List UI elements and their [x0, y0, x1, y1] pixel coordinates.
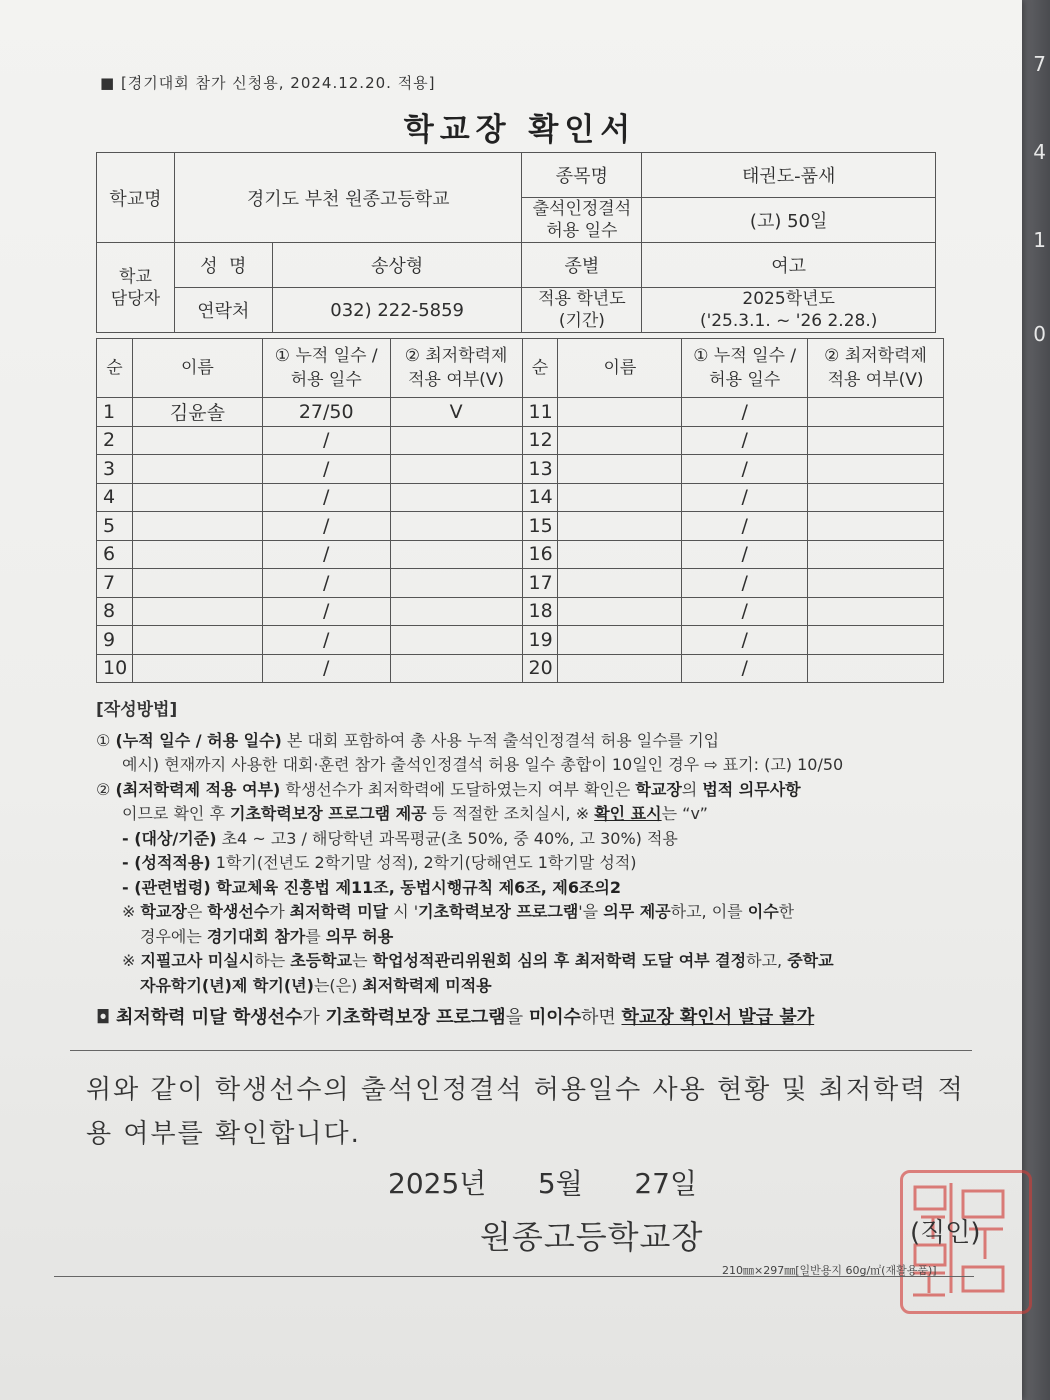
instruction-2-line2-a: 이므로 확인 후: [122, 804, 230, 823]
min-standard-cell: [808, 483, 944, 512]
row-number: 1: [97, 398, 133, 427]
student-name-cell: [132, 483, 262, 512]
min-standard-cell: [808, 540, 944, 569]
days-cell: /: [262, 455, 390, 484]
instruction-2-line2-b: 등 적절한 조치실시, ※: [426, 804, 595, 823]
student-name-cell: [558, 512, 682, 541]
contact-label: 연락처: [174, 288, 272, 333]
days-cell: /: [682, 597, 808, 626]
instruction-1-example: 예시) 현재까지 사용한 대회·훈련 참가 출석인정결석 허용 일수 총합이 10일인 경우 ⇨ 표기: (고) 10/50: [122, 755, 844, 774]
note-2-b2: 초등학교: [290, 951, 353, 970]
event-value: 태권도-품새: [642, 153, 936, 198]
school-value: 경기도 부천 원종고등학교: [174, 153, 522, 243]
header-no: 순: [97, 339, 133, 398]
note-1-line2-c: 를: [305, 926, 326, 946]
days-cell: /: [262, 626, 390, 655]
divider-top: [70, 1050, 972, 1051]
note-2-d: 는: [352, 951, 373, 970]
note-2-b3: 학업성적관리위원회 심의 후 최저학력 도달 여부 결정: [372, 951, 747, 970]
days-cell: /: [262, 569, 390, 598]
row-number: 10: [97, 654, 133, 683]
instruction-2-bold3: 법적 의무사항: [702, 779, 801, 799]
instruction-2-text2: 의: [681, 779, 703, 799]
warning-b2: 기초학력보장 프로그램: [325, 1007, 506, 1028]
min-standard-cell: [808, 398, 944, 427]
row-number: 4: [97, 483, 133, 512]
row-number: 19: [522, 626, 558, 655]
days-cell: /: [262, 512, 390, 541]
instruction-2-line2-underline: 확인 표시: [594, 804, 662, 823]
seal-label: (직인): [910, 1218, 981, 1248]
staff-label-line1: 학교: [119, 266, 152, 287]
bullet-grades: [96, 851, 966, 876]
table-row: [97, 626, 944, 655]
student-name-cell: [558, 597, 682, 626]
gender-label: 종별: [522, 243, 642, 288]
header-days: [682, 339, 808, 398]
student-name-cell: [558, 455, 682, 484]
note-2-line2-c: 는(은): [313, 975, 363, 995]
instruction-2-line2: [96, 802, 966, 827]
table-row: [97, 398, 944, 427]
bullet-target-text: 초4 ~ 고3 / 해당학년 과목평균(초 50%, 중 40%, 고 30%) 적용: [216, 828, 678, 848]
bullet-law-bold: - (관련법령) 학교체육 진흥법 제11조, 동법시행규칙 제6조, 제6조의2: [122, 877, 622, 897]
warning-c: 을: [505, 1007, 529, 1028]
days-cell: /: [682, 483, 808, 512]
student-name-cell: [558, 398, 682, 427]
warning-icon: ◘: [96, 1007, 111, 1028]
bullet-law: [96, 876, 966, 901]
note-2: [96, 949, 966, 974]
row-number: 15: [522, 512, 558, 541]
year-value-line2: ('25.3.1. ~ '26 2.28.): [699, 311, 878, 331]
note-1-line2: [96, 925, 966, 950]
staff-label-line2: 담당자: [110, 288, 161, 309]
row-number: 9: [97, 626, 133, 655]
name-value: 송상형: [272, 243, 522, 288]
row-number: 18: [522, 597, 558, 626]
student-name-cell: [558, 626, 682, 655]
header-name: 이름: [132, 339, 262, 398]
instruction-1-num: ①: [96, 730, 111, 750]
min-standard-cell: [390, 654, 522, 683]
note-1-b1: 학교장: [140, 902, 187, 921]
days-cell: /: [262, 483, 390, 512]
table-row: [97, 597, 944, 626]
note-1-line2-d: 의무 허용: [325, 926, 394, 946]
min-standard-cell: [808, 597, 944, 626]
year-label: [522, 288, 642, 333]
student-name-cell: [558, 540, 682, 569]
warning-d: 하면: [580, 1007, 622, 1028]
student-name-cell: [132, 426, 262, 455]
instruction-2: [96, 778, 966, 803]
note-1: [96, 900, 966, 925]
name-label: 성 명: [174, 243, 272, 288]
table-row: [97, 540, 944, 569]
instruction-2-line2-bold: 기초학력보장 프로그램 제공: [230, 804, 427, 823]
absence-label: [522, 198, 642, 243]
instruction-2-bold: (최저학력제 적용 여부): [115, 779, 281, 799]
bullet-target: [96, 827, 966, 852]
note-2-e: 하고,: [746, 951, 788, 970]
instruction-1: [96, 729, 966, 754]
note-1-d: 가: [269, 902, 290, 921]
days-cell: /: [682, 626, 808, 655]
row-number: 3: [97, 455, 133, 484]
absence-label-line2: 허용 일수: [546, 221, 618, 241]
keyboard-key: 4: [1033, 140, 1046, 164]
note-2-c: 하는: [254, 951, 291, 970]
days-cell: /: [682, 540, 808, 569]
note-1-c: 은: [186, 902, 208, 921]
bullet-target-bold: - (대상/기준): [122, 828, 217, 848]
header-min-line1: ② 최저학력제: [824, 346, 927, 366]
row-number: 8: [97, 597, 133, 626]
min-standard-cell: [808, 426, 944, 455]
keyboard-key: 1: [1033, 228, 1046, 252]
min-standard-cell: [808, 455, 944, 484]
student-name-cell: 김윤솔: [132, 398, 262, 427]
year-label-line1: 적용 학년도: [538, 289, 626, 309]
min-standard-cell: [808, 654, 944, 683]
instruction-1-bold: (누적 일수 / 허용 일수): [115, 730, 282, 750]
issue-date: 2025년 5월 27일: [388, 1167, 698, 1200]
gender-value: 여고: [642, 243, 936, 288]
note-2-line2-b: 자유학기(년)제 학기(년): [140, 975, 314, 995]
student-name-cell: [132, 455, 262, 484]
row-number: 14: [522, 483, 558, 512]
header-min: [808, 339, 944, 398]
year-label-line2: (기간): [558, 311, 605, 331]
header-name: 이름: [558, 339, 682, 398]
days-cell: /: [262, 654, 390, 683]
min-standard-cell: [808, 512, 944, 541]
document-title: 학교장 확인서: [403, 112, 637, 148]
days-cell: /: [682, 512, 808, 541]
header-min-line2: 적용 여부(V): [408, 370, 505, 390]
absence-value: (고) 50일: [642, 198, 936, 243]
min-standard-cell: [390, 483, 522, 512]
row-number: 16: [522, 540, 558, 569]
student-name-cell: [558, 569, 682, 598]
header-min: [390, 339, 522, 398]
absence-label-line1: 출석인정결석: [532, 199, 632, 219]
roster-body: [97, 398, 944, 683]
min-standard-cell: [390, 569, 522, 598]
row-number: 2: [97, 426, 133, 455]
student-name-cell: [558, 483, 682, 512]
instruction-2-num: ②: [96, 779, 111, 799]
table-row: [97, 426, 944, 455]
info-table: [96, 152, 936, 333]
bullet-grades-text: 1학기(전년도 2학기말 성적), 2학기(당해연도 1학기말 성적): [210, 853, 637, 872]
warning-line: [96, 1006, 966, 1031]
row-number: 5: [97, 512, 133, 541]
staff-label: [97, 243, 175, 333]
student-name-cell: [132, 569, 262, 598]
table-row: [97, 455, 944, 484]
paper-spec: 210㎜×297㎜[일반용지 60g/㎡(재활용품)]: [722, 1264, 937, 1277]
row-number: 6: [97, 540, 133, 569]
days-cell: /: [262, 597, 390, 626]
keyboard-key: 0: [1033, 322, 1046, 346]
note-1-b6: 이수: [747, 902, 779, 921]
note-1-b4: 기초학력보장 프로그램: [418, 902, 579, 921]
note-1-f: '을: [578, 902, 604, 921]
row-number: 13: [522, 455, 558, 484]
note-2-mark: ※: [122, 951, 141, 970]
keyboard-key: 7: [1033, 52, 1046, 76]
min-standard-cell: [390, 540, 522, 569]
days-cell: /: [682, 426, 808, 455]
days-cell: /: [682, 398, 808, 427]
row-number: 17: [522, 569, 558, 598]
warning-b1: 최저학력 미달 학생선수: [115, 1007, 303, 1028]
student-name-cell: [558, 654, 682, 683]
note-2-line2-d: 최저학력제 미적용: [362, 975, 492, 995]
header-min-line1: ② 최저학력제: [404, 346, 508, 366]
student-name-cell: [132, 597, 262, 626]
event-label: 종목명: [522, 153, 642, 198]
min-standard-cell: [390, 512, 522, 541]
header-days: [262, 339, 390, 398]
student-name-cell: [132, 626, 262, 655]
instruction-2-line2-c: 는 “v”: [661, 804, 708, 823]
header-days-line2: 허용 일수: [709, 370, 781, 390]
row-number: 12: [522, 426, 558, 455]
days-cell: 27/50: [262, 398, 390, 427]
days-cell: /: [262, 540, 390, 569]
contact-value: 032) 222-5859: [272, 288, 522, 333]
days-cell: /: [682, 569, 808, 598]
note-1-b5: 의무 제공: [603, 902, 671, 921]
statement-text: 위와 같이 학생선수의 출석인정결석 허용일수 사용 현황 및 최저학력 적용 여부를 확인합니다.: [86, 1075, 965, 1149]
student-name-cell: [132, 540, 262, 569]
note-1-b3: 최저학력 미달: [289, 902, 389, 921]
table-row: [97, 483, 944, 512]
min-standard-cell: [390, 426, 522, 455]
days-cell: /: [682, 654, 808, 683]
year-value-line1: 2025학년도: [742, 289, 835, 309]
student-name-cell: [132, 512, 262, 541]
instruction-2-text: 학생선수가 최저학력에 도달하였는지 여부 확인은: [280, 779, 636, 799]
min-standard-cell: [390, 626, 522, 655]
note-2-b4: 중학교: [787, 951, 834, 970]
row-number: 11: [522, 398, 558, 427]
row-number: 20: [522, 654, 558, 683]
instructions: [96, 698, 966, 1031]
school-label: 학교명: [97, 153, 175, 243]
note-2-b1: 지필고사 미실시: [140, 951, 255, 970]
table-row: [97, 512, 944, 541]
min-standard-cell: [808, 569, 944, 598]
year-value: [642, 288, 936, 333]
days-cell: /: [262, 426, 390, 455]
table-row: [97, 654, 944, 683]
bullet-grades-bold: - (성적적용): [122, 853, 211, 872]
warning-a: 가: [302, 1007, 326, 1028]
instructions-heading: [작성방법]: [96, 700, 178, 720]
instruction-2-bold2: 학교장: [635, 779, 682, 799]
min-standard-cell: [808, 626, 944, 655]
instruction-1-text: 본 대회 포함하여 총 사용 누적 출석인정결석 허용 일수를 기입: [281, 730, 720, 750]
warning-b4: 학교장 확인서 발급 불가: [621, 1007, 815, 1028]
student-name-cell: [132, 654, 262, 683]
note-1-g: 하고, 이를: [670, 902, 748, 921]
min-standard-cell: [390, 455, 522, 484]
min-standard-cell: [390, 597, 522, 626]
note-1-line2-a: 경우에는: [140, 926, 207, 946]
note-1-e: 시 ': [388, 902, 419, 921]
header-note: ■ [경기대회 참가 신청용, 2024.12.20. 적용]: [100, 74, 436, 92]
header-min-line2: 적용 여부(V): [827, 370, 924, 390]
note-1-b2: 학생선수: [207, 902, 270, 921]
roster-table: [96, 338, 944, 683]
min-standard-cell: V: [390, 398, 522, 427]
header-days-line1: ① 누적 일수 /: [693, 346, 797, 366]
signer-name: 원종고등학교장: [480, 1218, 704, 1256]
days-cell: /: [682, 455, 808, 484]
table-row: [97, 569, 944, 598]
header-days-line2: 허용 일수: [290, 370, 362, 390]
note-1-mark: ※: [122, 902, 141, 921]
header-no: 순: [522, 339, 558, 398]
note-2-line2: [96, 974, 966, 999]
note-1-h: 한: [778, 902, 795, 921]
student-name-cell: [558, 426, 682, 455]
row-number: 7: [97, 569, 133, 598]
warning-b3: 미이수: [528, 1007, 581, 1028]
header-days-line1: ① 누적 일수 /: [274, 346, 378, 366]
note-1-line2-b: 경기대회 참가: [206, 926, 306, 946]
